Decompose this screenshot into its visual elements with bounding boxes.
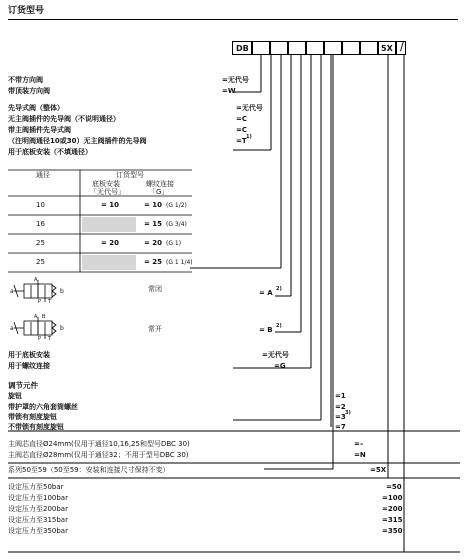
pressure-row-3-code: =200 [382,505,403,513]
table-row-1-g: (G 1/2) [166,202,187,209]
pressure-row-4-label: 设定压力至315bar [8,516,68,524]
orifice-row-2-code: =N [354,451,366,459]
pressure-row-2-code: =100 [382,494,403,502]
pressure-row-5-label: 设定压力至350bar [8,527,68,535]
symbol-1-letter-A: A [34,277,38,283]
series-code: =5X [370,466,387,474]
table-row-4-thread: = 25 [144,258,163,266]
table-row-3-thread: = 20 [144,239,163,247]
symbol-2-letter-T: T [48,336,52,342]
pressure-row-3-label: 设定压力至200bar [8,505,68,513]
symbol-2-note: 2) [276,323,282,329]
mounting-row-1-label: 用于底板安装 [8,351,50,359]
symbol-1-code: = A [259,289,273,297]
direction-row-1-code: =无代号 [222,76,249,84]
pressure-row-4-code: =315 [382,516,403,524]
series-label: 系列50至59（50至59：安装和连接尺寸保持不变） [8,466,170,474]
symbol-2-letter-A: A [34,314,38,320]
pressure-row-5-code: =350 [382,527,403,535]
table-row-3-sub: = 20 [101,239,120,247]
table-row-4-g: (G 1 1/4) [166,259,193,266]
adjust-title: 调节元件 [8,381,38,390]
mounting-row-1-code: =无代号 [262,351,289,359]
table-row-3-size: 25 [36,239,45,247]
pilot-row-3-code: =C [236,126,248,134]
adjust-row-1-label: 旋钮 [8,392,22,400]
size-col-header: 通径 [36,171,50,179]
direction-row-1-label: 不带方向阀 [8,76,43,84]
adjust-row-1-code: =1 [335,392,346,400]
table-row-2-size: 16 [36,220,45,228]
symbol-1-note: 2) [276,286,282,292]
table-row-1-sub: = 10 [101,201,120,209]
table-row-2-g: (G 3/4) [166,221,187,228]
subplate-col-header: 底板安装 [92,180,120,188]
adjust-row-2-label: 带护罩的六角套筒螺丝 [8,403,78,411]
direction-row-2-code: =W [222,87,236,95]
table-row-2-thread: = 15 [144,220,163,228]
symbol-2-letter-a: a [10,325,14,332]
pilot-row-4-code: =T [236,137,247,145]
code-suffix-box: 5X [378,41,396,55]
symbol-1-letter-T: T [48,299,52,305]
symbol-2-code: = B [259,326,273,334]
code-prefix-box: DB [232,41,252,55]
pressure-row-2-label: 设定压力至100bar [8,494,68,502]
symbol-2-letter-b: b [60,325,64,332]
pilot-row-4-note: 1) [246,134,252,140]
symbol-2-letter-B: B [42,314,46,320]
pilot-row-2-code: =C [236,115,248,123]
thread-col-note: 「G」 [149,188,169,196]
adjust-row-3-label: 带锁有刻度旋钮 [8,413,57,421]
orifice-row-2-label: 主阀芯直径Ø28mm(仅用于通径32；不用于型号DBC 30) [8,451,189,459]
orifice-row-1-code: =– [354,440,364,448]
adjust-row-2-code: =2 [335,403,346,411]
pilot-row-4-label: （注明阀通径10或30）无主阀插件的先导阀 [8,137,147,145]
adjust-row-4-code: =7 [335,423,346,431]
mounting-row-2-code: =G [274,362,286,370]
adjust-row-3-code: =3 [335,413,346,421]
orifice-row-1-label: 主阀芯直径Ø24mm(仅用于通径10,16,25和型号DBC 30) [8,440,190,448]
pilot-row-2-label: 无主阀插件的先导阀（不说明通径） [8,115,120,123]
table-row-4-size: 25 [36,258,45,266]
symbol-2-label: 常开 [148,325,162,333]
pilot-row-5-label: 用于底板安装（不填通径） [8,148,92,156]
pilot-row-3-label: 带主阀插件先导式阀 [8,126,71,134]
pilot-row-1-code: =无代号 [236,104,263,112]
adjust-row-4-label: 不带锁有刻度旋钮 [8,423,64,431]
code-slash: / [400,39,405,53]
thread-col-header: 螺纹连接 [146,180,174,188]
pilot-row-1-label: 先导式阀（整体） [8,104,64,112]
page-title: 订货型号 [8,6,45,16]
table-row-3-g: (G 1) [166,240,182,247]
subplate-col-note: 「无代号」 [90,188,125,196]
symbol-2-letter-P: P [38,336,42,342]
order-col-header: 订货型号 [116,171,144,179]
pressure-row-1-label: 设定压力至50bar [8,483,64,491]
table-row-1-size: 10 [36,201,45,209]
adjust-row-3-note: 3) [345,410,351,416]
table-row-1-thread: = 10 [144,201,163,209]
direction-row-2-label: 带顶装方向阀 [8,87,50,95]
symbol-1-letter-a: a [10,288,14,295]
pressure-row-1-code: =50 [386,483,402,491]
mounting-row-2-label: 用于螺纹连接 [8,362,50,370]
symbol-1-label: 常闭 [148,285,162,293]
symbol-1-letter-b: b [60,288,64,295]
symbol-1-letter-P: P [38,299,42,305]
